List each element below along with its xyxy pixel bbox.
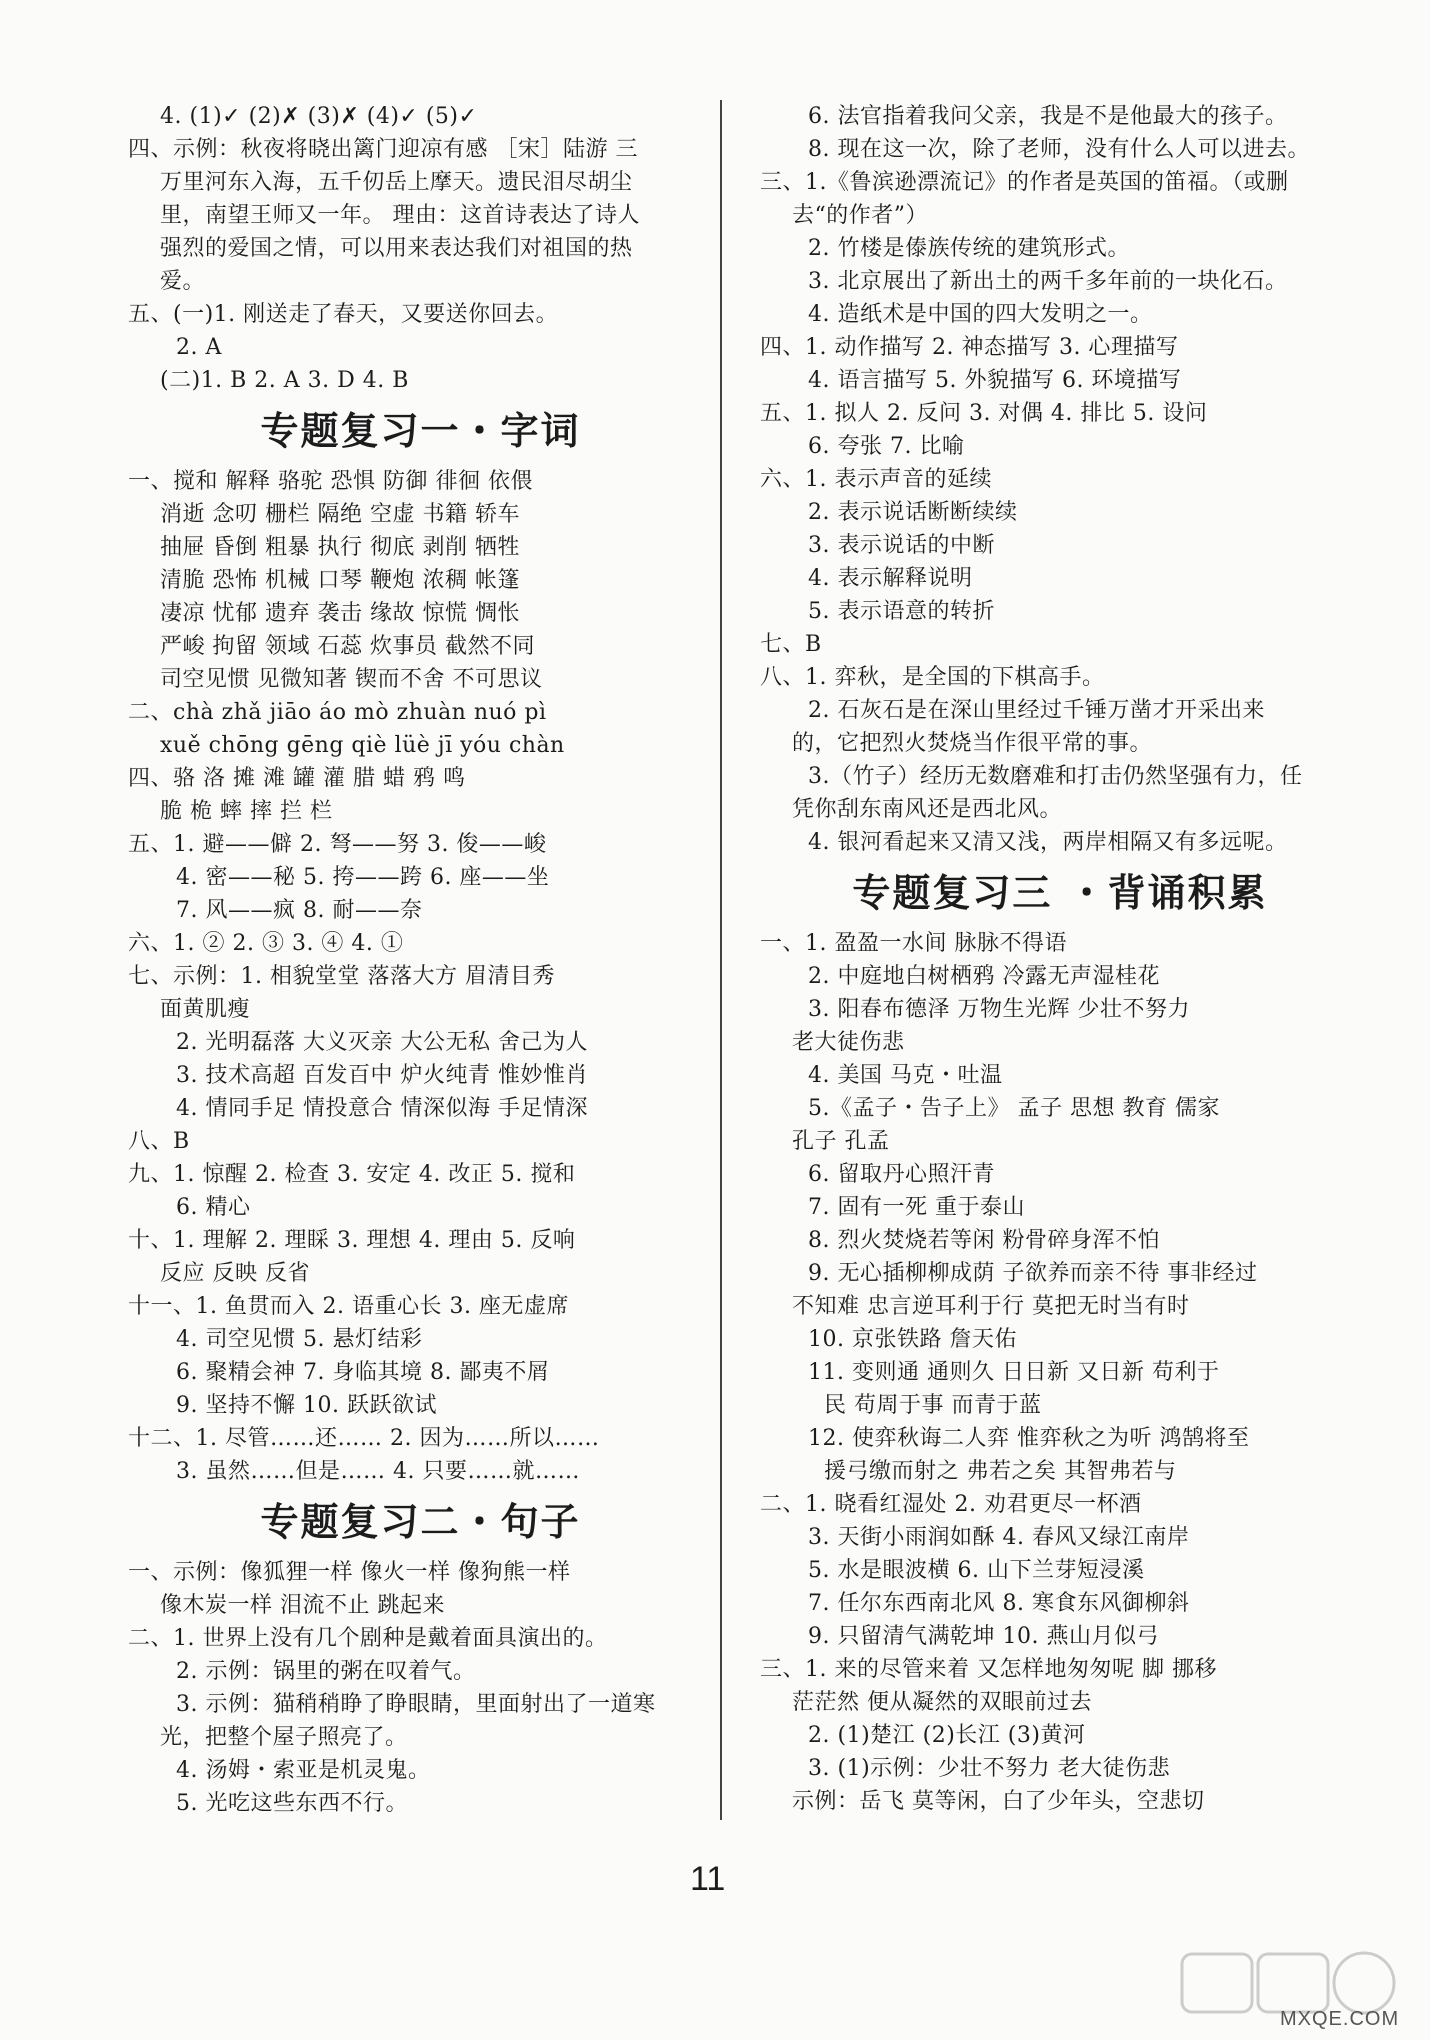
answer-line: 面黄肌瘦 (160, 997, 251, 1022)
answer-line: 4. 汤姆・索亚是机灵鬼。 (176, 1758, 431, 1783)
answer-line: 援弓缴而射之 弗若之矣 其智弗若与 (824, 1459, 1177, 1484)
answer-line: 3. 示例：猫稍稍睁了睁眼睛，里面射出了一道寒 (176, 1692, 656, 1717)
answer-line: 茫茫然 便从凝然的双眼前过去 (792, 1690, 1092, 1715)
answer-line: 孔子 孔孟 (792, 1129, 890, 1154)
answer-line: 7. 固有一死 重于泰山 (808, 1195, 1025, 1220)
answer-line: 三、1.《鲁滨逊漂流记》的作者是英国的笛福。（或删 (760, 170, 1289, 195)
answer-line: 3. 北京展出了新出土的两千多年前的一块化石。 (808, 269, 1288, 294)
answer-line: 七、示例：1. 相貌堂堂 落落大方 眉清目秀 (128, 964, 555, 989)
answer-line: 12. 使弈秋诲二人弈 惟弈秋之为听 鸿鹄将至 (808, 1426, 1250, 1451)
answer-line: 6. 夸张 7. 比喻 (808, 434, 965, 459)
left-column (128, 100, 713, 1820)
answer-line: 二、chà zhǎ jiāo áo mò zhuàn nuó pì (128, 700, 547, 725)
answer-line: 光，把整个屋子照亮了。 (160, 1725, 408, 1750)
answer-line: 10. 京张铁路 詹天佑 (808, 1327, 1017, 1352)
answer-line: 二、1. 世界上没有几个剧种是戴着面具演出的。 (128, 1626, 608, 1651)
answer-line: 四、1. 动作描写 2. 神态描写 3. 心理描写 (760, 335, 1179, 360)
answer-line: 五、1. 拟人 2. 反问 3. 对偶 4. 排比 5. 设问 (760, 401, 1208, 426)
answer-line: 2. 示例：锅里的粥在叹着气。 (176, 1659, 476, 1684)
answer-line: 4. 表示解释说明 (808, 566, 973, 591)
answer-line: 老大徒伤悲 (792, 1030, 905, 1055)
answer-line: 2. A (176, 335, 222, 360)
answer-line: 十、1. 理解 2. 理睬 3. 理想 4. 理由 5. 反响 (128, 1228, 576, 1253)
answer-line: 5. 光吃这些东西不行。 (176, 1791, 408, 1816)
right-column (760, 100, 1360, 1818)
answer-line: 7. 风——疯 8. 耐——奈 (176, 898, 423, 923)
answer-line: 4. 情同手足 情投意合 情深似海 手足情深 (176, 1096, 588, 1121)
answer-line: 九、1. 惊醒 2. 检查 3. 安定 4. 改正 5. 搅和 (128, 1162, 576, 1187)
answer-line: 5. 水是眼波横 6. 山下兰芽短浸溪 (808, 1558, 1145, 1583)
answer-line: 4. (1)✓ (2)✗ (3)✗ (4)✓ (5)✓ (160, 104, 478, 129)
column-divider (720, 100, 722, 1820)
answer-line: 八、1. 弈秋，是全国的下棋高手。 (760, 665, 1105, 690)
answer-line: 4. 银河看起来又清又浅，两岸相隔又有多远呢。 (808, 830, 1288, 855)
answer-line: 脆 桅 蟀 摔 拦 栏 (160, 799, 333, 824)
answer-line: 5. 表示语意的转折 (808, 599, 995, 624)
answer-line: 一、1. 盈盈一水间 脉脉不得语 (760, 931, 1067, 956)
answer-line: 的，它把烈火焚烧当作很平常的事。 (792, 731, 1153, 756)
answer-line: 五、(一)1. 刚送走了春天，又要送你回去。 (128, 302, 559, 327)
answer-line: 3. (1)示例：少壮不努力 老大徒伤悲 (808, 1756, 1171, 1781)
answer-line: 六、1. ② 2. ③ 3. ④ 4. ① (128, 931, 404, 956)
watermark-text: MXQE.COM (1280, 2008, 1400, 2030)
answer-line: 像木炭一样 泪流不止 跳起来 (160, 1593, 445, 1618)
answer-line: 4. 造纸术是中国的四大发明之一。 (808, 302, 1153, 327)
page-number: 11 (690, 1860, 726, 1898)
answer-line: 5.《孟子・告子上》 孟子 思想 教育 儒家 (808, 1096, 1220, 1121)
answer-line: 示例：岳飞 莫等闲，白了少年头，空悲切 (792, 1789, 1205, 1814)
answer-line: 3. 阳春布德泽 万物生光辉 少壮不努力 (808, 997, 1190, 1022)
answer-line: 6. 聚精会神 7. 身临其境 8. 鄙夷不屑 (176, 1360, 550, 1385)
section-title: 专题复习二・句子 (260, 1500, 581, 1544)
answer-line: xuě chōng gēng qiè lüè jī yóu chàn (160, 733, 565, 758)
answer-line: 司空见惯 见微知著 锲而不舍 不可思议 (160, 667, 543, 692)
answer-line: 2. 石灰石是在深山里经过千锤万凿才开采出来 (808, 698, 1265, 723)
answer-line: 2. (1)楚江 (2)长江 (3)黄河 (808, 1723, 1086, 1748)
answer-line: 8. 烈火焚烧若等闲 粉骨碎身浑不怕 (808, 1228, 1160, 1253)
answer-line: 十二、1. 尽管……还…… 2. 因为……所以…… (128, 1426, 600, 1451)
answer-line: 4. 美国 马克・吐温 (808, 1063, 1003, 1088)
answer-line: 六、1. 表示声音的延续 (760, 467, 992, 492)
answer-line: 爱。 (160, 269, 206, 294)
answer-line: (二)1. B 2. A 3. D 4. B (160, 368, 409, 393)
answer-line: 四、示例：秋夜将晓出篱门迎凉有感 ［宋］陆游 三 (128, 137, 638, 162)
answer-line: 7. 任尔东西南北风 8. 寒食东风御柳斜 (808, 1591, 1190, 1616)
answer-line: 4. 密——秘 5. 挎——跨 6. 座——坐 (176, 865, 550, 890)
answer-line: 8. 现在这一次，除了老师，没有什么人可以进去。 (808, 137, 1310, 162)
answer-line: 消逝 念叨 栅栏 隔绝 空虚 书籍 轿车 (160, 502, 520, 527)
answer-line: 6. 精心 (176, 1195, 251, 1220)
answer-line: 3.（竹子）经历无数磨难和打击仍然坚强有力，任 (808, 764, 1303, 789)
answer-line: 强烈的爱国之情，可以用来表达我们对祖国的热 (160, 236, 633, 261)
answer-line: 里，南望王师又一年。 理由：这首诗表达了诗人 (160, 203, 640, 228)
answer-line: 不知难 忠言逆耳利于行 莫把无时当有时 (792, 1294, 1190, 1319)
answer-line: 七、B (760, 632, 822, 657)
answer-line: 二、1. 晓看红湿处 2. 劝君更尽一杯酒 (760, 1492, 1142, 1517)
section-title: 专题复习一・字词 (260, 409, 581, 453)
answer-line: 一、示例：像狐狸一样 像火一样 像狗熊一样 (128, 1560, 571, 1585)
answer-line: 11. 变则通 通则久 日日新 又日新 苟利于 (808, 1360, 1220, 1385)
answer-line: 三、1. 来的尽管来着 又怎样地匆匆呢 脚 挪移 (760, 1657, 1217, 1682)
answer-line: 凄凉 忧郁 遗弃 袭击 缘故 惊慌 惆怅 (160, 601, 520, 626)
answer-line: 反应 反映 反省 (160, 1261, 310, 1286)
answer-line: 4. 司空见惯 5. 悬灯结彩 (176, 1327, 423, 1352)
answer-line: 3. 表示说话的中断 (808, 533, 995, 558)
answer-line: 3. 虽然……但是…… 4. 只要……就…… (176, 1459, 580, 1484)
answer-line: 6. 法官指着我问父亲，我是不是他最大的孩子。 (808, 104, 1288, 129)
answer-line: 严峻 拘留 领域 石蕊 炊事员 截然不同 (160, 634, 535, 659)
answer-line: 四、骆 洛 摊 滩 罐 灌 腊 蜡 鸦 鸣 (128, 766, 466, 791)
answer-line: 八、B (128, 1129, 190, 1154)
answer-line: 9. 坚持不懈 10. 跃跃欲试 (176, 1393, 437, 1418)
answer-line: 6. 留取丹心照汗青 (808, 1162, 995, 1187)
answer-line: 去“的作者”） (792, 203, 928, 228)
answer-line: 凭你刮东南风还是西北风。 (792, 797, 1063, 822)
section-title: 专题复习三 ・背诵积累 (852, 871, 1268, 915)
answer-line: 万里河东入海，五千仞岳上摩天。遗民泪尽胡尘 (160, 170, 633, 195)
answer-line: 9. 只留清气满乾坤 10. 燕山月似弓 (808, 1624, 1159, 1649)
answer-line: 2. 表示说话断断续续 (808, 500, 1018, 525)
answer-line: 抽屉 昏倒 粗暴 执行 彻底 剥削 牺牲 (160, 535, 520, 560)
answer-line: 清脆 恐怖 机械 口琴 鞭炮 浓稠 帐篷 (160, 568, 520, 593)
answer-line: 2. 光明磊落 大义灭亲 大公无私 舍己为人 (176, 1030, 588, 1055)
answer-line: 3. 技术高超 百发百中 炉火纯青 惟妙惟肖 (176, 1063, 588, 1088)
answer-line: 9. 无心插柳柳成荫 子欲养而亲不待 事非经过 (808, 1261, 1258, 1286)
answer-line: 3. 天街小雨润如酥 4. 春风又绿江南岸 (808, 1525, 1190, 1550)
answer-line: 2. 中庭地白树栖鸦 冷露无声湿桂花 (808, 964, 1160, 989)
answer-line: 五、1. 避——僻 2. 弩——努 3. 俊——峻 (128, 832, 547, 857)
answer-line: 十一、1. 鱼贯而入 2. 语重心长 3. 座无虚席 (128, 1294, 569, 1319)
answer-line: 一、搅和 解释 骆驼 恐惧 防御 徘徊 依偎 (128, 469, 533, 494)
answer-line: 4. 语言描写 5. 外貌描写 6. 环境描写 (808, 368, 1182, 393)
answer-line: 2. 竹楼是傣族传统的建筑形式。 (808, 236, 1130, 261)
answer-line: 民 苟周于事 而青于蓝 (824, 1393, 1042, 1418)
